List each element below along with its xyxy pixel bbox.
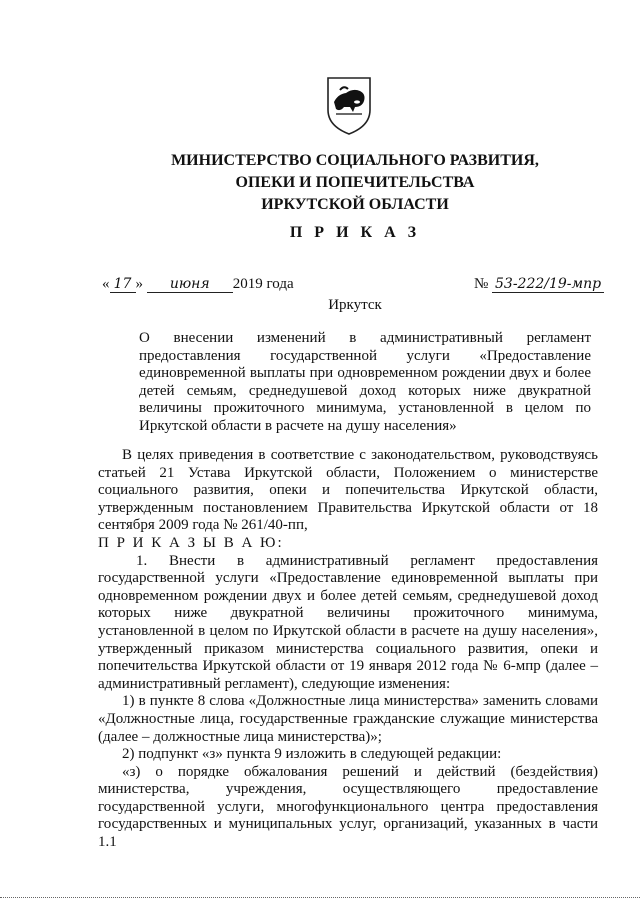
order-subject: О внесении изменений в административный регламент предоставления государственной услуги «Предоставление единовременной выплаты при одновременном рождении двух и более детей семьям, среднедушевой доход которых ниже двукратной величины прожиточного минимума, установленной в целом по Иркутской области в расчете на душу населения» [139, 330, 591, 434]
org-line-3: ИРКУТСКОЙ ОБЛАСТИ [261, 196, 449, 213]
city: Иркутск [328, 297, 382, 313]
date-open-quote: « [102, 276, 110, 292]
item-1-paragraph: 1. Внести в административный регламент предоставления государственной услуги «Предоставление единовременной выплаты при одновременном рождении двух и более детей семьям, среднедушевой доход которых ниже двукратной величины прожиточного минимума, установленной в целом по Иркутской области в расчете на душу населения», утвержденный приказом министерства социального развития, опеки и попечительства Иркутской области от 19 января 2012 года № 6-мпр (далее – административный регламент), следующие изменения: [98, 552, 598, 692]
preamble-paragraph: В целях приведения в соответствие с законодательством, руководствуясь статьей 21 Устава Иркутской области, Положением о министерстве социального развития, опеки и попечительства Иркутской области, утвержденным постановлением Правительства Иркутской области от 18 сентября 2009 года № 261/40-пп, [98, 447, 598, 534]
org-line-1: МИНИСТЕРСТВО СОЦИАЛЬНОГО РАЗВИТИЯ, [171, 152, 539, 169]
order-number [474, 276, 604, 293]
date-year: 2019 года [232, 276, 294, 292]
number-value: 53-222/19-мпр [492, 276, 604, 293]
subitem-2-text-paragraph: «з) о порядке обжалования решений и действий (бездействия) министерства, учреждения, осуществляющего предоставление государственной услуги, многофункционального центра предоставления государственных и муниципальных услуг, организаций, указанных в части 1.1 [98, 763, 598, 851]
order-date [102, 276, 294, 293]
document-type-title: П Р И К А З [289, 224, 421, 241]
subitem-1-paragraph: 1) в пункте 8 слова «Должностные лица министерства» заменить словами «Должностные лица, государственные гражданские служащие министерства (далее – должностные лица министерства)»; [98, 693, 598, 745]
subitem-2-paragraph: 2) подпункт «з» пункта 9 изложить в следующей редакции: [122, 746, 502, 763]
organization-name [140, 150, 570, 216]
footer-divider [0, 897, 640, 899]
order-word: П Р И К А З Ы В А Ю: [98, 534, 284, 551]
number-sign: № [474, 276, 489, 292]
date-day: 17 [110, 276, 136, 293]
coat-of-arms-icon [326, 76, 372, 136]
org-line-2: ОПЕКИ И ПОПЕЧИТЕЛЬСТВА [235, 174, 475, 191]
date-close-quote: » [135, 276, 143, 292]
date-month: июня [147, 276, 233, 293]
order-body [98, 447, 598, 852]
